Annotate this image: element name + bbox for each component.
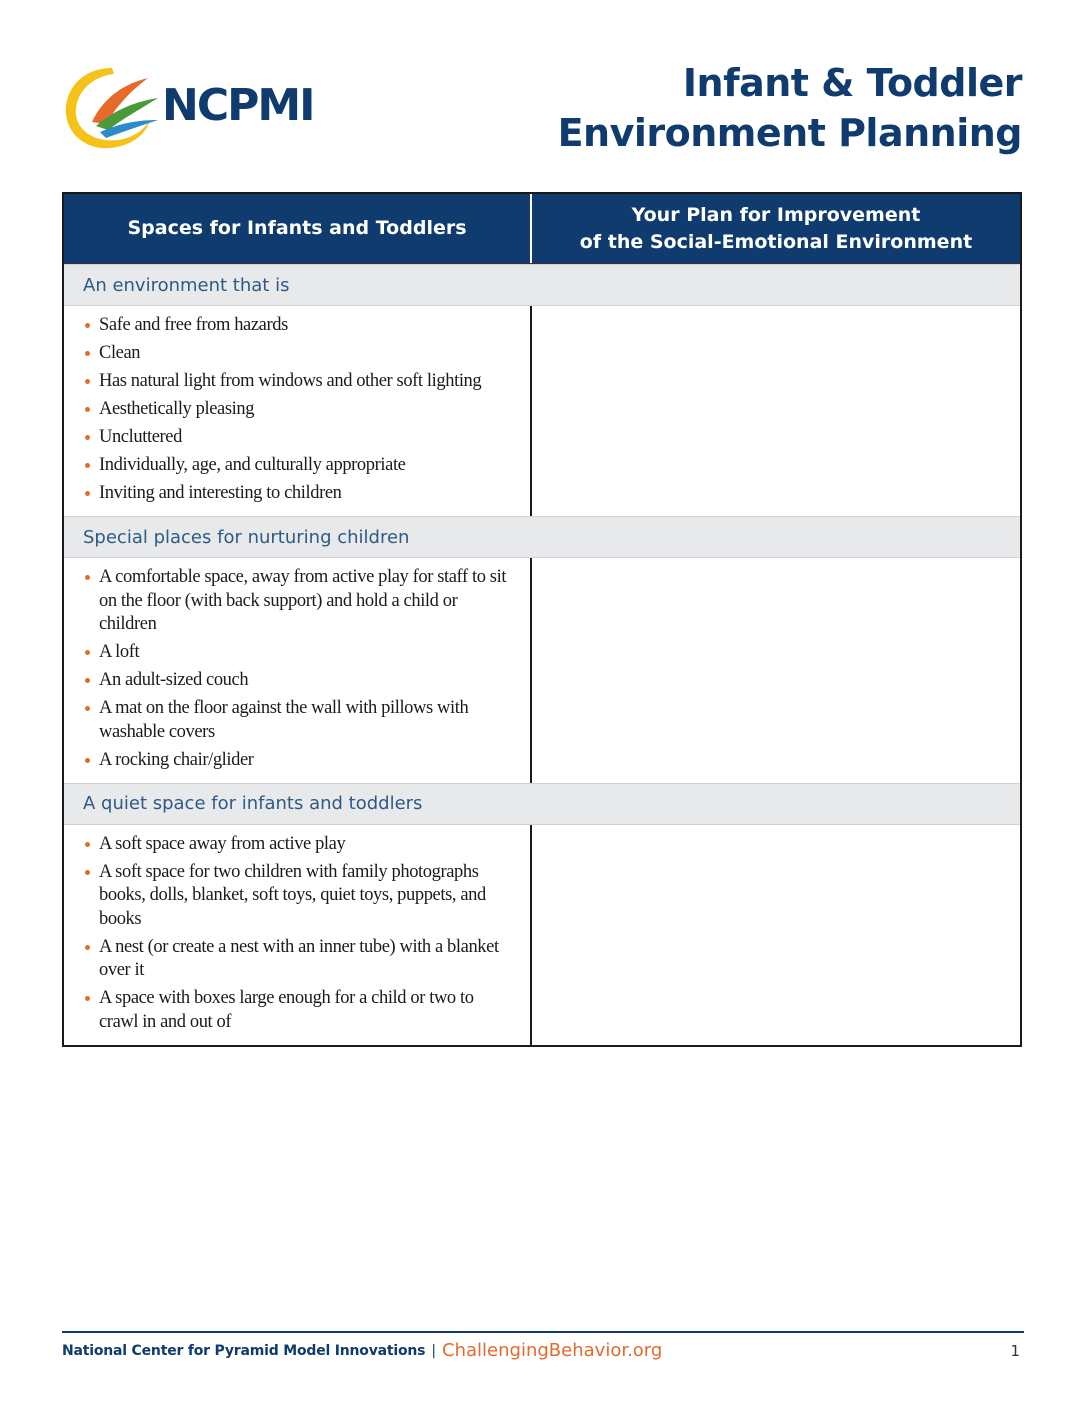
list-item: A comfortable space, away from active play for staff to sit on the floor (with back support) and hold a child or children: [84, 566, 516, 637]
table-sections: [64, 264, 1020, 1045]
logo-text: NCPMI: [162, 80, 314, 131]
column-header-plan: Your Plan for Improvement of the Social-Emotional Environment: [579, 203, 973, 253]
footer-separator: |: [431, 1342, 437, 1359]
section-title: Special places for nurturing children: [64, 516, 1020, 558]
column-header-spaces: Spaces for Infants and Toddlers: [64, 194, 532, 263]
section-items-cell: [64, 306, 532, 516]
section-row: [64, 825, 1020, 1045]
section-title: An environment that is: [64, 264, 1020, 306]
list-item: A nest (or create a nest with an inner tube) with a blanket over it: [84, 936, 516, 983]
list-item: A mat on the floor against the wall with pillows with washable covers: [84, 697, 516, 744]
list-item: Safe and free from hazards: [84, 314, 516, 338]
section-title: A quiet space for infants and toddlers: [64, 783, 1020, 825]
title-line-2: Environment Planning: [557, 111, 1022, 155]
table-header: [64, 194, 1020, 264]
bullet-list: [64, 314, 530, 506]
list-item: Aesthetically pleasing: [84, 398, 516, 422]
list-item: A rocking chair/glider: [84, 749, 516, 773]
footer-divider: [62, 1331, 1024, 1333]
section-row: [64, 306, 1020, 516]
list-item: Individually, age, and culturally appropriate: [84, 454, 516, 478]
footer-site-link[interactable]: ChallengingBehavior.org: [442, 1340, 663, 1361]
footer-org: National Center for Pyramid Model Innovations: [62, 1342, 426, 1359]
list-item: A soft space for two children with family photographs books, dolls, blanket, soft toys, quiet toys, puppets, and books: [84, 861, 516, 932]
list-item: Inviting and interesting to children: [84, 482, 516, 506]
list-item: A space with boxes large enough for a child or two to crawl in and out of: [84, 987, 516, 1034]
ncpmi-logo: [62, 62, 312, 152]
planning-table: [62, 192, 1022, 1047]
section-items-cell: [64, 825, 532, 1045]
list-item: Has natural light from windows and other soft lighting: [84, 370, 516, 394]
list-item: Uncluttered: [84, 426, 516, 450]
title-line-1: Infant & Toddler: [682, 61, 1022, 105]
page-number: 1: [1010, 1342, 1020, 1360]
ncpmi-swirl-icon: [62, 62, 162, 154]
list-item: An adult-sized couch: [84, 669, 516, 693]
bullet-list: [64, 833, 530, 1035]
list-item: Clean: [84, 342, 516, 366]
plan-input-cell[interactable]: [532, 825, 1020, 1045]
plan-input-cell[interactable]: [532, 558, 1020, 783]
list-item: A loft: [84, 641, 516, 665]
list-item: A soft space away from active play: [84, 833, 516, 857]
section-row: [64, 558, 1020, 783]
footer: [62, 1340, 662, 1361]
page-title: [558, 58, 1022, 158]
bullet-list: [64, 566, 530, 772]
section-items-cell: [64, 558, 532, 783]
plan-input-cell[interactable]: [532, 306, 1020, 516]
